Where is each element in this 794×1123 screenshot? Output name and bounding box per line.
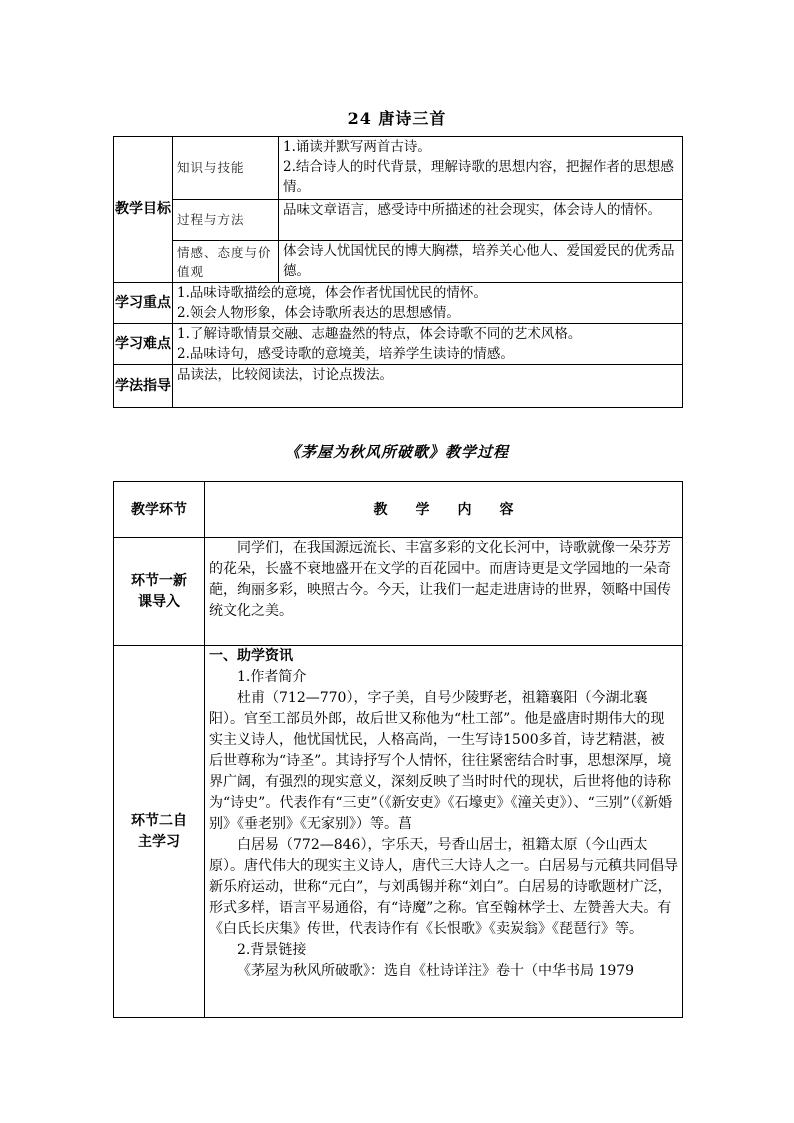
stage1-label: 环节一新课导入 [114,538,205,646]
key-points-content: 1.品味诗歌描绘的意境，体会作者忧国忧民的情怀。 2.领会人物形象，体会诗歌所表达的思想感情。 [173,283,683,324]
key-points-label: 学习重点 [114,283,173,324]
objectives-label: 教学目标 [114,137,173,283]
section-title: 一、助学资讯 [209,648,293,664]
page-title: 24 唐诗三首 [347,109,447,128]
subsection-author: 1.作者简介 [237,669,307,685]
stage2-content [205,646,683,1018]
objective-content: 体会诗人忧国忧民的博大胸襟，培养关心他人、爱国爱民的优秀品德。 [279,241,683,283]
baijuyi-paragraph: 白居易（772—846），字乐天，号香山居士，祖籍太原（今山西太原）。唐代伟大的现实主义诗人，唐代三大诗人之一。白居易与元稹共同倡导新乐府运动，世称“元白”，与刘禹锡并称“刘白”。白居易的诗歌题材广泛，形式多样，语言平易通俗，有“诗魔”之称。官至翰林学士、左赞善大夫。有《白氏长庆集》传世，代表诗作有《长恨歌》《卖炭翁》《琵琶行》等。 [209,837,678,937]
dufu-paragraph: 杜甫（712—770），字子美，自号少陵野老，祖籍襄阳（今湖北襄阳）。官至工部员外郎，故后世又称他为“杜工部”。他是盛唐时期伟大的现实主义诗人，他忧国忧民，人格高尚，一生写诗1500多首，诗艺精湛，被后世尊称为“诗圣”。其诗抒写个人情怀，往往紧密结合时事，思想深厚，境界广阔，有强烈的现实意义，深刻反映了当时时代的现状，后世将他的诗称为“诗史”。代表作有“三吏”（《新安吏》《石壕吏》《潼关吏》）、“三别”（《新婚别》《垂老别》《无家别》）等。菖 [209,690,672,832]
objective-name: 过程与方法 [173,200,279,241]
objective-content: 品味文章语言，感受诗中所描述的社会现实，体会诗人的情怀。 [279,200,683,241]
methods-label: 学法指导 [114,365,173,408]
stage2-label: 环节二自主学习 [114,646,205,1018]
difficulties-label: 学习难点 [114,324,173,365]
background-paragraph: 《茅屋为秋风所破歌》：选自《杜诗详注》卷十（中华书局 1979 [237,963,635,979]
objectives-table [113,136,683,408]
objective-name: 情感、态度与价值观 [173,241,279,283]
subsection-background: 2.背景链接 [237,942,307,958]
header-stage: 教学环节 [114,482,205,538]
methods-content: 品读法，比较阅读法，讨论点拨法。 [173,365,683,408]
objective-name: 知识与技能 [173,137,279,200]
objective-content: 1.诵读并默写两首古诗。 2.结合诗人的时代背景，理解诗歌的思想内容，把握作者的思想感情。 [279,137,683,200]
stage1-content: 同学们，在我国源远流长、丰富多彩的文化长河中，诗歌就像一朵芬芳的花朵，长盛不衰地盛开在文学的百花园中。而唐诗更是文学园地的一朵奇葩，绚丽多彩，映照古今。今天，让我们一起走进唐诗的世界，领略中国传统文化之美。 [205,538,683,646]
difficulties-content: 1.了解诗歌情景交融、志趣盎然的特点，体会诗歌不同的艺术风格。 2.品味诗句，感受诗歌的意境美，培养学生读诗的情感。 [173,324,683,365]
header-content: 教 学 内 容 [205,482,683,538]
process-table [113,481,683,1018]
process-title: 《茅屋为秋风所破歌》教学过程 [284,443,509,461]
